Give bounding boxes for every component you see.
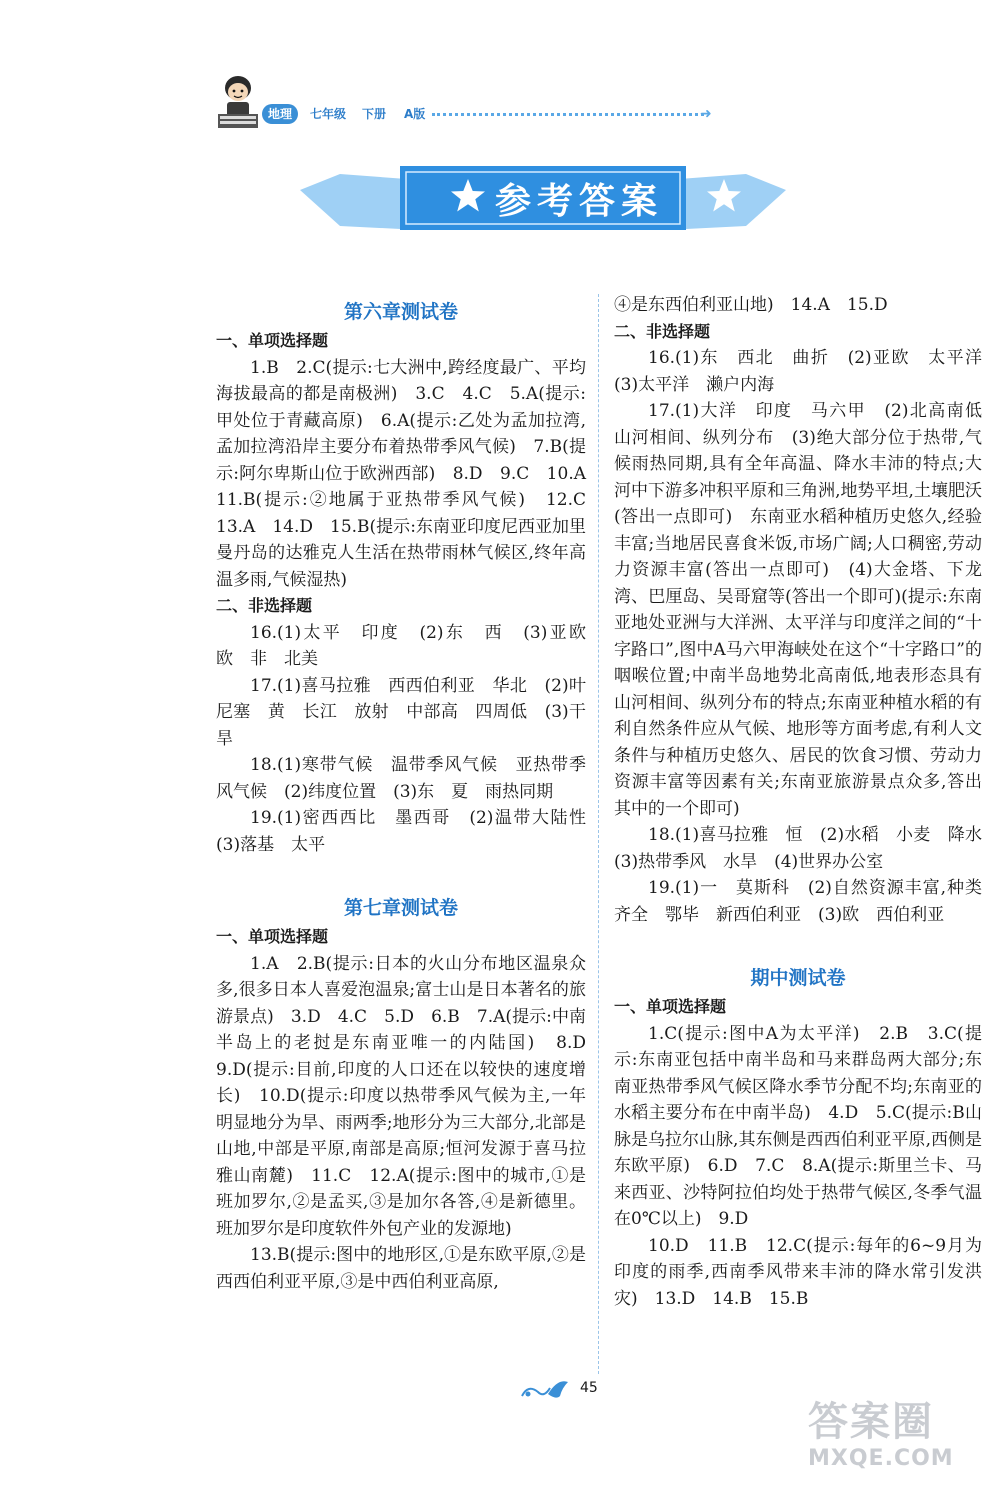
answer-paragraph: 1.C(提示:图中A为太平洋) 2.B 3.C(提示:东南亚包括中南半岛和马来群岛两大部分;东南亚热带季风气候区降水季节分配不均;东南亚的水稻主要分布在中南半岛) 4.D 5.C(提示:B山脉是乌拉尔山脉,其东侧是西西伯利亚平原,西侧是东欧平原) 6.D 7.C 8.A(提示:斯里兰卡、马来西亚、沙特阿拉伯均处于热带气候区,冬季气温在0℃以上) 9.D bbox=[614, 1023, 982, 1229]
page-title: 参考答案 bbox=[494, 180, 663, 222]
edition-label: A版 bbox=[404, 107, 426, 121]
answer-column-left bbox=[216, 292, 603, 1295]
answer-paragraph: 19.(1)一 莫斯科 (2)自然资源丰富,种类齐全 鄂毕 新西伯利亚 (3)欧 西伯利亚 bbox=[614, 878, 982, 925]
answer-paragraph: 19.(1)密西西比 墨西哥 (2)温带大陆性 (3)落基 太平 bbox=[216, 808, 603, 855]
answer-continuation: ④是东西伯利亚山地) 14.A 15.D bbox=[614, 295, 888, 315]
answer-paragraph: 16.(1)太平 印度 (2)东 西 (3)亚欧 欧 非 北美 bbox=[216, 622, 603, 669]
subsection-title: 一、单项选择题 bbox=[216, 331, 329, 350]
section-title: 第六章测试卷 bbox=[343, 301, 458, 323]
answer-paragraph: 18.(1)寒带气候 温带季风气候 亚热带季风气候 (2)纬度位置 (3)东 夏 雨热同期 bbox=[216, 755, 586, 802]
subsection-title: 二、非选择题 bbox=[216, 596, 313, 615]
subject-tag: 地理 bbox=[262, 104, 298, 124]
volume-label: 下册 bbox=[362, 107, 387, 121]
subsection-title: 二、非选择题 bbox=[614, 321, 711, 341]
answer-paragraph: 16.(1)东 西北 曲折 (2)亚欧 太平洋 (3)太平洋 濑户内海 bbox=[614, 348, 999, 395]
grade-label: 七年级 bbox=[310, 107, 347, 121]
section-title: 期中测试卷 bbox=[750, 967, 846, 989]
swirl-ornament-icon bbox=[518, 1374, 572, 1404]
section-title: 第七章测试卷 bbox=[343, 897, 458, 919]
subsection-title: 一、单项选择题 bbox=[216, 927, 329, 946]
arrow-right-icon: ➜ bbox=[700, 106, 712, 122]
watermark-title: 答案圈 bbox=[808, 1399, 934, 1445]
watermark bbox=[808, 1398, 988, 1478]
answer-paragraph: 17.(1)大洋 印度 马六甲 (2)北高南低 山河相间、纵列分布 (3)绝大部分位于热带,气候雨热同期,具有全年高温、降水丰沛的特点;大河中下游多冲积平原和三角洲,地势平坦,土壤肥沃(答出一点即可) 东南亚水稻种植历史悠久,经验丰富;当地居民喜食米饭,市场广阔;人口稠密,劳动力资源丰富(答出一点即可) (4)大金塔、下龙湾、巴厘岛、吴哥窟等(答出一个即可)(提示:东南亚地处亚洲与大洋洲、太平洋与印度洋之间的“十字路口”,图中A马六甲海峡处在这个“十字路口”的咽喉位置;中南半岛地势北高南低,地表形态具有山河相间、纵列分布的特点;东南亚种植水稻的有利自然条件应从气候、地形等方面考虑,有利人文条件与种植历史悠久、居民的饮食习惯、劳动力资源丰富等因素有关;东南亚旅游景点众多,答出其中的一个即可) bbox=[614, 401, 999, 819]
page-number: 45 bbox=[580, 1380, 598, 1396]
answer-paragraph: 10.D 11.B 12.C(提示:每年的6~9月为印度的雨季,西南季风带来丰沛的降水常引发洪灾) 13.D 14.B 15.B bbox=[614, 1235, 982, 1309]
subsection-title: 一、单项选择题 bbox=[614, 997, 727, 1016]
answer-paragraph: 18.(1)喜马拉雅 恒 (2)水稻 小麦 降水 (3)热带季风 水旱 (4)世界办公室 bbox=[614, 825, 999, 872]
answer-column-right bbox=[614, 292, 999, 1312]
watermark-url: MXQE.COM bbox=[808, 1446, 954, 1471]
star-icon bbox=[704, 176, 744, 216]
answer-paragraph: 13.B(提示:图中的地形区,①是东欧平原,②是西西伯利亚平原,③是中西伯利亚高原, bbox=[216, 1245, 586, 1292]
mascot-icon bbox=[214, 72, 262, 132]
answer-paragraph: 17.(1)喜马拉雅 西西伯利亚 华北 (2)叶尼塞 黄 长江 放射 中部高 四周低 (3)干旱 bbox=[216, 675, 586, 749]
column-divider bbox=[598, 294, 599, 1374]
answer-paragraph: 1.B 2.C(提示:七大洲中,跨经度最广、平均海拔最高的都是南极洲) 3.C 4.C 5.A(提示:甲处位于青藏高原) 6.A(提示:乙处为孟加拉湾,孟加拉湾沿岸主要分布着热带季风气候) 7.B(提示:阿尔卑斯山位于欧洲西部) 8.D 9.C 10.A 11.B(提示:②地属于亚热带季风气候) 12.C 13.A 14.D 15.B(提示:东南亚印度尼西亚加里曼丹岛的达雅克人生活在热带雨林气候区,终年高温多雨,气候湿热) bbox=[216, 357, 603, 590]
header-dotted-line bbox=[432, 113, 704, 116]
answer-paragraph: 1.A 2.B(提示:日本的火山分布地区温泉众多,很多日本人喜爱泡温泉;富士山是日本著名的旅游景点) 3.D 4.C 5.D 6.B 7.A(提示:中南半岛上的老挝是东南亚唯一的内陆国) 8.D 9.D(提示:目前,印度的人口还在以较快的速度增长) 10.D(提示:印度以热带季风气候为主,一年明显地分为旱、雨两季;地形分为三大部分,北部是山地,中部是平原,南部是高原;恒河发源于喜马拉雅山南麓) 11.C 12.A(提示:图中的城市,①是班加罗尔,②是孟买,③是加尔各答,④是新德里。班加罗尔是印度软件外包产业的发源地) bbox=[216, 953, 603, 1239]
